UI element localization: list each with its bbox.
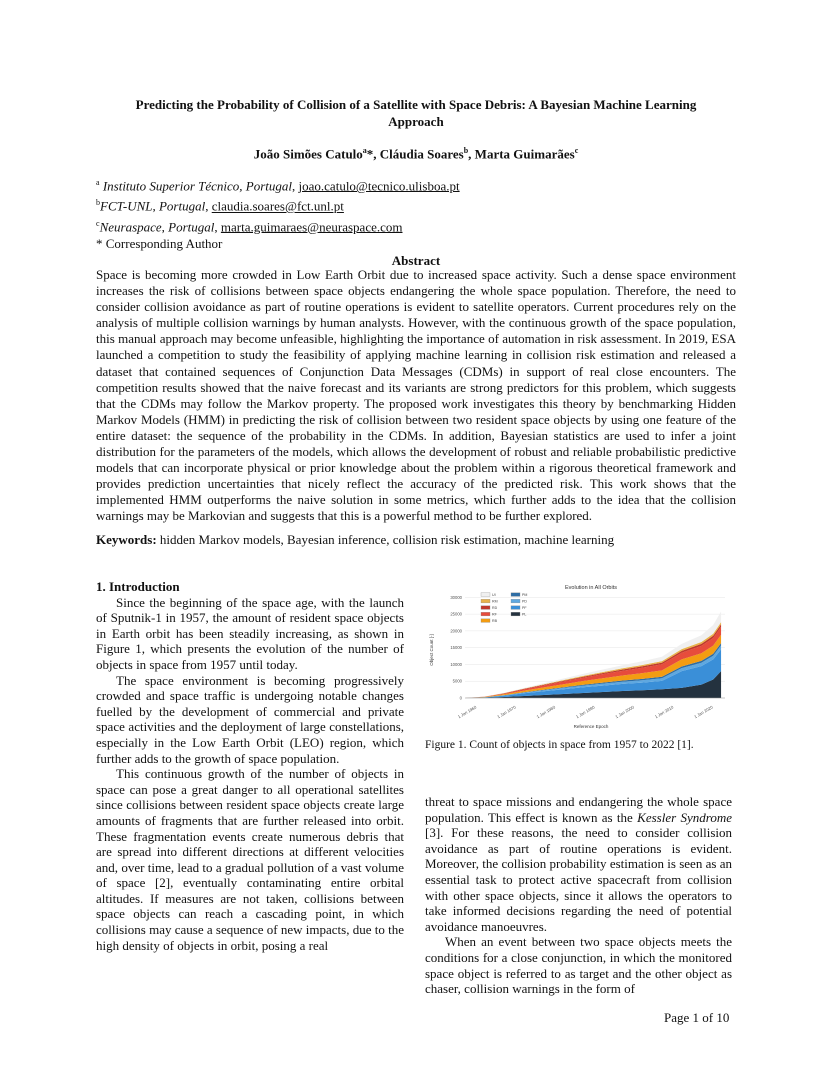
paragraph: The space environment is becoming progressively crowded and space traffic is undergoing notable changes fuelled by the development of commercial and private space activities and the deployment of large constellations, especially in the Low Earth Orbit (LEO) region, which further adds to the growth of space population. [96,672,404,766]
chart-y-tick-label: 20000 [450,628,462,634]
right-column [425,794,732,997]
title-line-1: Predicting the Probability of Collision of a Satellite with Space Debris: A Bayesian Machine Learning [135,97,697,112]
chart-legend-label: RB [492,619,497,623]
keywords-list: hidden Markov models, Bayesian inference, collision risk estimation, machine learning [156,532,615,547]
author-1-mark: * [366,146,374,162]
chart-legend-label: UI [492,593,496,597]
chart-legend-swatch [481,593,490,597]
chart-x-tick-label: 1 Jan 1960 [456,704,478,720]
chart-x-tick-label: 1 Jan 2010 [653,704,675,720]
affiliation-institution: Neuraspace, Portugal [99,218,215,234]
author-1-sup: a [362,146,367,155]
chart-y-axis-label: Object Count [-] [429,634,434,666]
paragraph: Since the beginning of the space age, with the launch of Sputnik-1 in 1957, the amount of resident space objects in Earth orbit has been steadily increasing, as shown in Figure 1, which presents the evolution of the number of objects in space from 1957 until today. [96,594,404,672]
affiliation-email-link[interactable]: marta.guimaraes@neuraspace.com [220,218,403,234]
affiliation-email-link[interactable]: claudia.soares@fct.unl.pt [211,198,344,214]
chart-x-tick-label: 1 Jan 1970 [496,704,517,720]
chart-legend-label: RM [492,599,498,604]
corresponding-author-note: * Corresponding Author [96,235,223,251]
chart-legend-swatch [511,612,520,616]
affiliation-email-link[interactable]: joao.catulo@tecnico.ulisboa.pt [298,178,460,194]
chart-title: Evolution in All Orbits [565,585,617,591]
chart-legend-swatch [481,612,490,616]
chart-legend-label: PF [522,606,527,610]
chart-marks [450,593,725,719]
left-column [96,579,404,953]
section-heading-introduction: 1. Introduction [96,579,180,594]
chart-x-tick-label: 1 Jan 1980 [535,704,557,720]
chart-legend-swatch [481,606,490,610]
affiliation-institution: Instituto Superior Técnico, Portugal [102,178,293,194]
kessler-syndrome-term: Kessler Syndrome [637,809,732,825]
chart-y-tick-label: 0 [459,695,462,701]
affiliation-b: $^b$FCT-UNL, Portugal, claudia.soares@fct.unl.pt [96,198,344,214]
author-3: Marta Guimarães [474,146,575,162]
affiliation-sup: a [96,178,100,187]
abstract-heading: Abstract [391,253,441,268]
author-list [96,142,736,162]
chart-y-tick-label: 10000 [450,661,462,667]
author-3-sup: c [574,146,579,155]
paragraph [425,794,732,934]
figure-1 [425,582,732,730]
keywords [96,532,736,548]
chart-legend-label: PM [522,593,528,597]
chart-y-tick-label: 15000 [450,645,462,651]
author-2-sup: b [463,146,469,155]
chart-legend-label: PD [522,599,527,604]
author-1: João Simões Catulo [253,146,363,162]
chart-x-axis-label: Reference Epoch [573,724,609,729]
page-number: Page 1 of 10 [664,1010,730,1025]
chart-y-tick-label: 5000 [452,678,462,684]
chart-legend-label: RD [492,606,498,610]
affiliation-sup: b [96,198,100,208]
chart-legend-label: PL [522,612,527,617]
title-line-2: Approach [388,114,444,129]
chart-legend-swatch [511,599,520,603]
author-separator: , [373,146,380,162]
figure-1-caption: Figure 1. Count of objects in space from 1957 to 2022 [1]. [425,739,694,751]
paragraph-text: threat to space missions and endangering the whole space population. This effect is known as the [425,794,732,825]
chart-legend-swatch [511,593,520,597]
affiliation-a: $^a$ Instituto Superior Técnico, Portugal, joao.catulo@tecnico.ulisboa.pt [96,178,460,194]
chart-legend-label: RF [492,612,497,617]
chart-x-tick-label: 1 Jan 2020 [693,704,714,720]
paper-title [96,96,736,130]
affiliation-sup: c [96,218,100,228]
abstract-body: Space is becoming more crowded in Low Earth Orbit due to increased space activity. Such a dense space environment increases the risk of collisions between space objects endangering the whole space population. Therefore, the need to consider collision avoidance as part of routine operations is evident to satellite operators. Current procedures rely on the analysis of multiple collision warnings by human analysts. However, with the continuous growth of the space population, this manual approach may become unfeasible, highlighting the importance of automation in risk assessment. In 2019, ESA launched a competition to study the feasibility of applying machine learning in collision risk estimation and released a dataset that contained sequences of Conjunction Data Messages (CDMs) in support of real close encounters. The competition results showed that the naive forecast and its variants are strong predictors for this problem, which suggests that the CDMs may follow the Markov property. The proposed work investigates this theory by benchmarking Hidden Markov Models (HMM) in predicting the risk of collision between two resident space objects by using one feature of the entire dataset: the sequence of the probability in the CDMs. In addition, Bayesian statistics are used to infer a joint distribution for the parameters of the models, which allows the development of robust and reliable probabilistic predictive models that can incorporate physical or prior knowledge about the problem within a rigorous theoretical framework and provides prediction uncertainties that nicely reflect the accuracy of the predicted risk. This work shows that the implemented HMM outperforms the naive solution in some metrics, which further adds to the idea that the collision warnings may be Markovian and suggests that this is a powerful method to be further explored. [96,267,736,524]
author-separator: , [468,146,475,162]
paragraph: This continuous growth of the number of objects in space can pose a great danger to all operational satellites since collisions between resident space objects create large amounts of fragments that are further released into orbit. These fragmentation events create numerous debris that are spread into different directions at different velocities and, over time, lead to a gradual pollution of a vast volume of space [2], eventually contaminating entire orbital altitudes. If measures are not taken, collisions between space objects can reach a cascading point, in which collisions may cause a sequence of new impacts, due to the high density of objects in orbit, posing a real [96,766,404,953]
chart-legend-swatch [511,606,520,610]
paragraph-text: [3]. For these reasons, the need to consider collision avoidance as part of routine operations is evident. Moreover, the collision probability estimation is seen as an essential task to protect active spacecraft from collision with other space objects, since it allows the operators to take informed decisions regarding the need of potential avoidance manoeuvres. [425,825,732,934]
keywords-label: Keywords: [96,532,157,547]
affiliation-institution: FCT-UNL, Portugal [100,198,206,214]
chart-y-tick-label: 25000 [450,611,462,617]
affiliation-c: $^c$Neuraspace, Portugal, marta.guimaraes@neuraspace.com [96,218,403,234]
chart-y-tick-label: 30000 [450,594,462,600]
chart-legend-swatch [481,619,490,623]
chart-x-tick-label: 1 Jan 1990 [575,704,596,720]
chart-x-tick-label: 1 Jan 2000 [614,704,635,720]
chart-legend-swatch [481,599,490,603]
paragraph: When an event between two space objects meets the conditions for a close conjunction, in which the monitored space object is referred to as target and the other object as chaser, collision warnings in the form of [425,934,732,997]
evolution-chart [425,582,732,730]
affiliations [96,174,736,252]
author-2: Cláudia Soares [379,146,464,162]
